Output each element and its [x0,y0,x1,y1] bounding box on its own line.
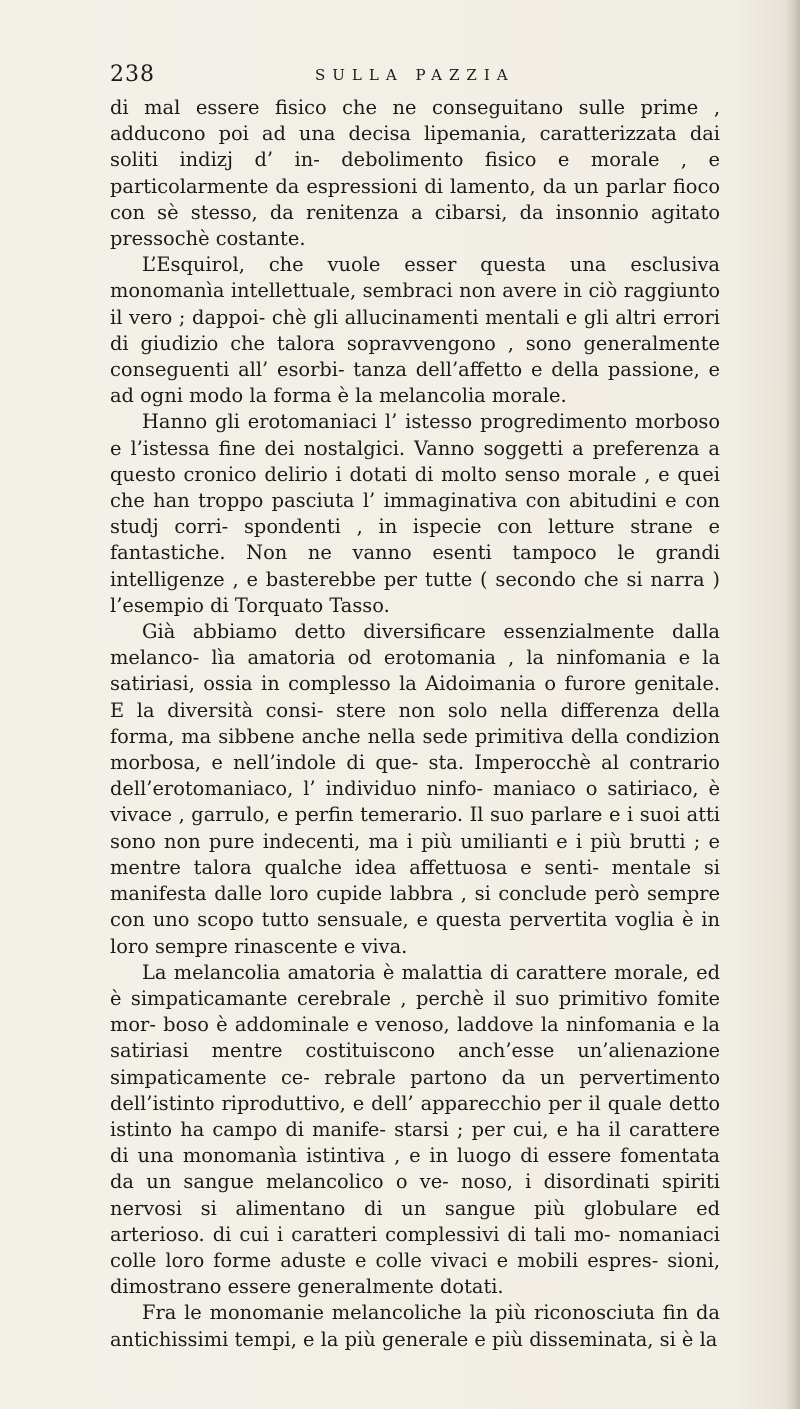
body-text [110,95,720,1353]
page-edge-shadow [786,0,800,1409]
paragraph-6: Fra le monomanie melancoliche la più riconosciuta fin da antichissimi tempi, e la più generale e più disseminata, si è la [110,1301,720,1351]
paragraph-5: La melancolia amatoria è malattia di carattere morale, ed è simpaticamante cerebrale , perchè il suo primitivo fomite mor- boso è addominale e venoso, laddove la ninfomania e la satiriasi mentre costituiscono anch’esse un’alienazione simpaticamente ce- rebrale partono da un pervertimento dell’istinto riproduttivo, e dell’ apparecchio per il quale detto istinto ha campo di manife- starsi ; per cui, e ha il carattere di una monomanìa istintiva , e in luogo di essere fomentata da un sangue melancolico o ve- noso, i disordinati spiriti nervosi si alimentano di un sangue più globulare ed arterioso. di cui i caratteri complessivi di tali mo- nomaniaci colle loro forme aduste e colle vivaci e mobili espres- sioni, dimostrano essere generalmente dotati. [110,960,720,1299]
paragraph-3: Hanno gli erotomaniaci l’ istesso progredimento morboso e l’istessa fine dei nostalgici. Vanno soggetti a preferenza a questo cronico delirio i dotati di molto senso morale , e quei che han troppo pasciuta l’ immaginativa con abitudini e con studj corri- spondenti , in ispecie con letture strane e fantastiche. Non ne vanno esenti tampoco le grandi intelligenze , e basterebbe per tutte ( secondo che si narra ) l’esempio di Torquato Tasso. [110,410,720,617]
paragraph-2: L’Esquirol, che vuole esser questa una esclusiva monomanìa intellettuale, sembraci non avere in ciò raggiunto il vero ; dappoi- chè gli allucinamenti mentali e gli altri errori di giudizio che talora sopravvengono , sono generalmente conseguenti all’ esorbi- tanza dell’affetto e della passione, e ad ogni modo la forma è la melancolia morale. [110,253,720,408]
running-head: SULLA PAZZIA [315,66,515,84]
page-header [110,62,710,94]
paragraph-1: di mal essere fisico che ne conseguitano sulle prime , adducono poi ad una decisa lipemania, caratterizzata dai soliti indizj d’ in- debolimento fisico e morale , e particolarmente da espressioni di lamento, da un parlar fioco con sè stesso, da renitenza a cibarsi, da insonnio agitato pressochè costante. [110,96,720,251]
paragraph-4: Già abbiamo detto diversificare essenzialmente dalla melanco- lìa amatoria od erotomania , la ninfomania e la satiriasi, ossia in complesso la Aidoimania o furore genitale. E la diversità consi- stere non solo nella differenza della forma, ma sibbene anche nella sede primitiva della condizion morbosa, e nell’indole di que- sta. Imperocchè al contrario dell’erotomaniaco, l’ individuo ninfo- maniaco o satiriaco, è vivace , garrulo, e perfin temerario. Il suo parlare e i suoi atti sono non pure indecenti, ma i più umilianti e i più brutti ; e mentre talora qualche idea affettuosa e senti- mentale si manifesta dalle loro cupide labbra , si conclude però sempre con uno scopo tutto sensuale, e questa pervertita voglia è in loro sempre rinascente e viva. [110,620,720,958]
page-number: 238 [110,62,155,87]
